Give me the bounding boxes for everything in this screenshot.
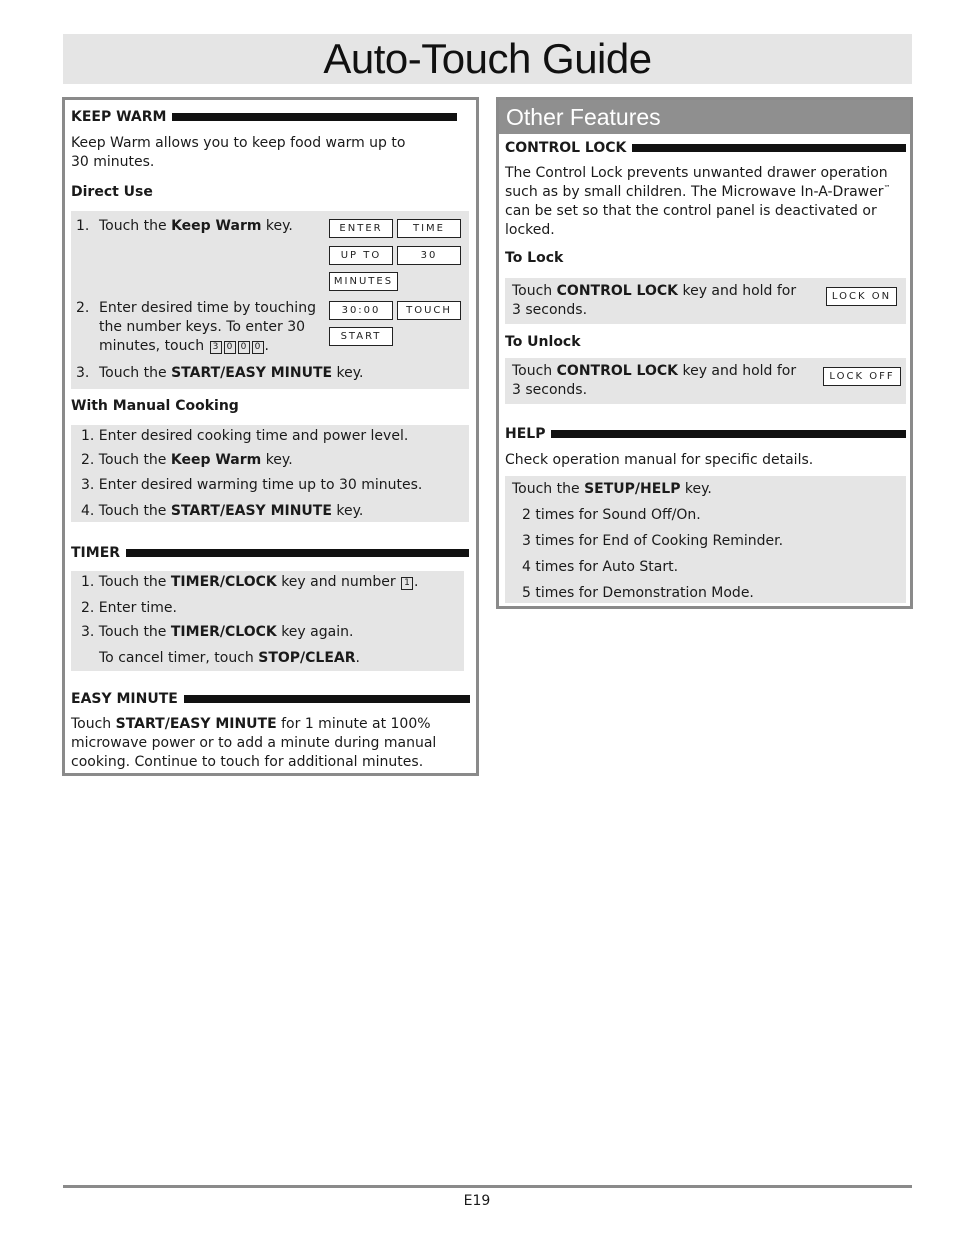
- step-text: minutes, touch: [99, 338, 205, 354]
- step-text: key and hold for: [678, 283, 797, 299]
- display-enter: ENTER: [329, 219, 393, 238]
- page-number: E19: [463, 1193, 491, 1209]
- start-key-name: START/EASY MINUTE: [171, 365, 333, 381]
- number-key-icon: 3: [210, 341, 222, 354]
- display-30: 30: [397, 246, 461, 265]
- step-text: 4. Touch the: [81, 503, 171, 519]
- instruction-line: 3 seconds.: [512, 382, 588, 398]
- manual-cooking-box: [71, 425, 469, 522]
- number-key-icon: 0: [238, 341, 250, 354]
- control-lock-description: [505, 164, 891, 240]
- manual-step-1: 1. Enter desired cooking time and power level.: [81, 428, 409, 444]
- step-text: key.: [331, 503, 364, 519]
- start-key-name: START/EASY MINUTE: [170, 503, 332, 519]
- other-features-title: Other Features: [506, 104, 661, 130]
- step-text: 1. Touch the: [81, 574, 171, 590]
- step-text: 3. Touch the: [81, 624, 171, 640]
- manual-step-2: [81, 451, 293, 470]
- control-lock-key-name: CONTROL LOCK: [556, 363, 679, 379]
- easy-minute-line: [71, 715, 436, 734]
- step-text: .: [355, 650, 360, 666]
- page-title-bar: [63, 34, 912, 84]
- timer-box: [71, 571, 464, 671]
- instruction-line: 3 seconds.: [512, 302, 588, 318]
- help-option: 5 times for Demonstration Mode.: [522, 585, 754, 601]
- step-text: key again.: [276, 624, 354, 640]
- direct-use-title: Direct Use: [71, 184, 153, 200]
- easy-minute-line: microwave power or to add a minute during manual: [71, 735, 437, 751]
- step-text: key.: [332, 365, 364, 381]
- manual-step-4: [81, 502, 363, 521]
- direct-use-box: [71, 211, 469, 389]
- step-text: key.: [261, 218, 293, 234]
- heading-rule: [172, 113, 457, 121]
- help-intro: Check operation manual for specific details.: [505, 452, 814, 468]
- step-text: To cancel timer, touch: [99, 650, 259, 666]
- setup-help-key-name: SETUP/HELP: [584, 481, 681, 497]
- easy-minute-heading-text: EASY MINUTE: [71, 690, 178, 707]
- number-key-icon: 0: [224, 341, 236, 354]
- display-time-value: 30:00: [329, 301, 393, 320]
- step-text: Touch the: [99, 365, 172, 381]
- display-lock-on: LOCK ON: [826, 287, 897, 306]
- to-unlock-box: [505, 358, 906, 404]
- trademark-symbol: ™: [883, 184, 891, 192]
- instruction-line: [512, 282, 796, 301]
- step-text: Touch the: [99, 218, 172, 234]
- number-key-icon: 1: [401, 577, 413, 590]
- instruction-line: [512, 362, 796, 381]
- display-time: TIME: [397, 219, 461, 238]
- keep-warm-heading: [71, 108, 457, 126]
- page-title: Auto-Touch Guide: [323, 35, 652, 82]
- help-heading: [505, 425, 906, 443]
- help-option: 3 times for End of Cooking Reminder.: [522, 533, 784, 549]
- help-instruction: [512, 480, 712, 499]
- intro-line: 30 minutes.: [71, 154, 155, 170]
- step-number: 2.: [76, 300, 90, 316]
- step-text: Touch: [512, 363, 557, 379]
- description-line: can be set so that the control panel is deactivated or: [505, 203, 877, 219]
- start-key-name: START/EASY MINUTE: [115, 716, 277, 732]
- right-column: [496, 97, 913, 609]
- help-option: 4 times for Auto Start.: [522, 559, 679, 575]
- manual-step-3: 3. Enter desired warming time up to 30 minutes.: [81, 477, 423, 493]
- heading-rule: [184, 695, 470, 703]
- display-lock-off: LOCK OFF: [823, 367, 901, 386]
- step-text: the number keys. To enter 30: [99, 319, 306, 335]
- timer-step-2: 2. Enter time.: [81, 600, 177, 616]
- description-line: The Control Lock prevents unwanted drawer operation: [505, 165, 888, 181]
- step-text: key.: [680, 481, 712, 497]
- control-lock-heading: [505, 139, 906, 157]
- step-text: key and hold for: [678, 363, 797, 379]
- timer-key-name: TIMER/CLOCK: [170, 574, 277, 590]
- step-text: key.: [261, 452, 293, 468]
- step-text: Touch the: [512, 481, 585, 497]
- help-option: 2 times for Sound Off/On.: [522, 507, 701, 523]
- description-line: [505, 183, 891, 202]
- direct-use-step-2: [99, 299, 316, 356]
- timer-heading: [71, 544, 469, 562]
- timer-key-name: TIMER/CLOCK: [170, 624, 277, 640]
- intro-line: Keep Warm allows you to keep food warm up to: [71, 135, 406, 151]
- heading-rule: [551, 430, 906, 438]
- display-minutes: MINUTES: [329, 272, 398, 291]
- display-start: START: [329, 327, 393, 346]
- keep-warm-heading-text: KEEP WARM: [71, 108, 167, 125]
- stop-key-name: STOP/CLEAR: [258, 650, 356, 666]
- control-lock-key-name: CONTROL LOCK: [556, 283, 679, 299]
- step-text: .: [414, 574, 419, 590]
- timer-heading-text: TIMER: [71, 544, 121, 561]
- to-lock-instruction: [512, 282, 796, 320]
- step-text: Touch: [71, 716, 116, 732]
- left-column: [62, 97, 479, 776]
- control-lock-heading-text: CONTROL LOCK: [505, 139, 627, 156]
- description-line: locked.: [505, 222, 555, 238]
- direct-use-step-1: [99, 217, 293, 236]
- display-touch: TOUCH: [397, 301, 461, 320]
- step-text: 2. Touch the: [81, 452, 171, 468]
- description-text: such as by small children. The Microwave In-A-Drawer: [505, 184, 884, 200]
- step-number: 3.: [76, 365, 90, 381]
- timer-step-1: [81, 573, 419, 592]
- timer-step-3: [81, 623, 353, 642]
- step-text: Touch: [512, 283, 557, 299]
- to-lock-title: To Lock: [505, 250, 564, 266]
- to-lock-box: [505, 278, 906, 324]
- footer-rule: [63, 1185, 912, 1188]
- step-text: Enter desired time by touching: [99, 300, 316, 316]
- to-unlock-title: To Unlock: [505, 334, 581, 350]
- heading-rule: [632, 144, 906, 152]
- help-box: [505, 476, 906, 603]
- keep-warm-intro: [71, 134, 405, 172]
- timer-cancel-note: [99, 649, 360, 668]
- display-up-to: UP TO: [329, 246, 393, 265]
- step-number: 1.: [76, 218, 90, 234]
- to-unlock-instruction: [512, 362, 796, 400]
- direct-use-step-3: [99, 364, 364, 383]
- easy-minute-heading: [71, 690, 470, 708]
- step-text: key and number: [276, 574, 401, 590]
- other-features-header: [499, 100, 910, 134]
- step-text: for 1 minute at 100%: [276, 716, 431, 732]
- keep-warm-key-name: Keep Warm: [171, 218, 262, 234]
- manual-cooking-title: With Manual Cooking: [71, 398, 239, 414]
- help-heading-text: HELP: [505, 425, 546, 442]
- number-key-icon: 0: [252, 341, 264, 354]
- easy-minute-line: cooking. Continue to touch for additional minutes.: [71, 754, 424, 770]
- step-text: .: [264, 338, 269, 354]
- heading-rule: [126, 549, 469, 557]
- keep-warm-key-name: Keep Warm: [170, 452, 262, 468]
- step-text-digits: [99, 337, 316, 356]
- easy-minute-text: [71, 715, 436, 772]
